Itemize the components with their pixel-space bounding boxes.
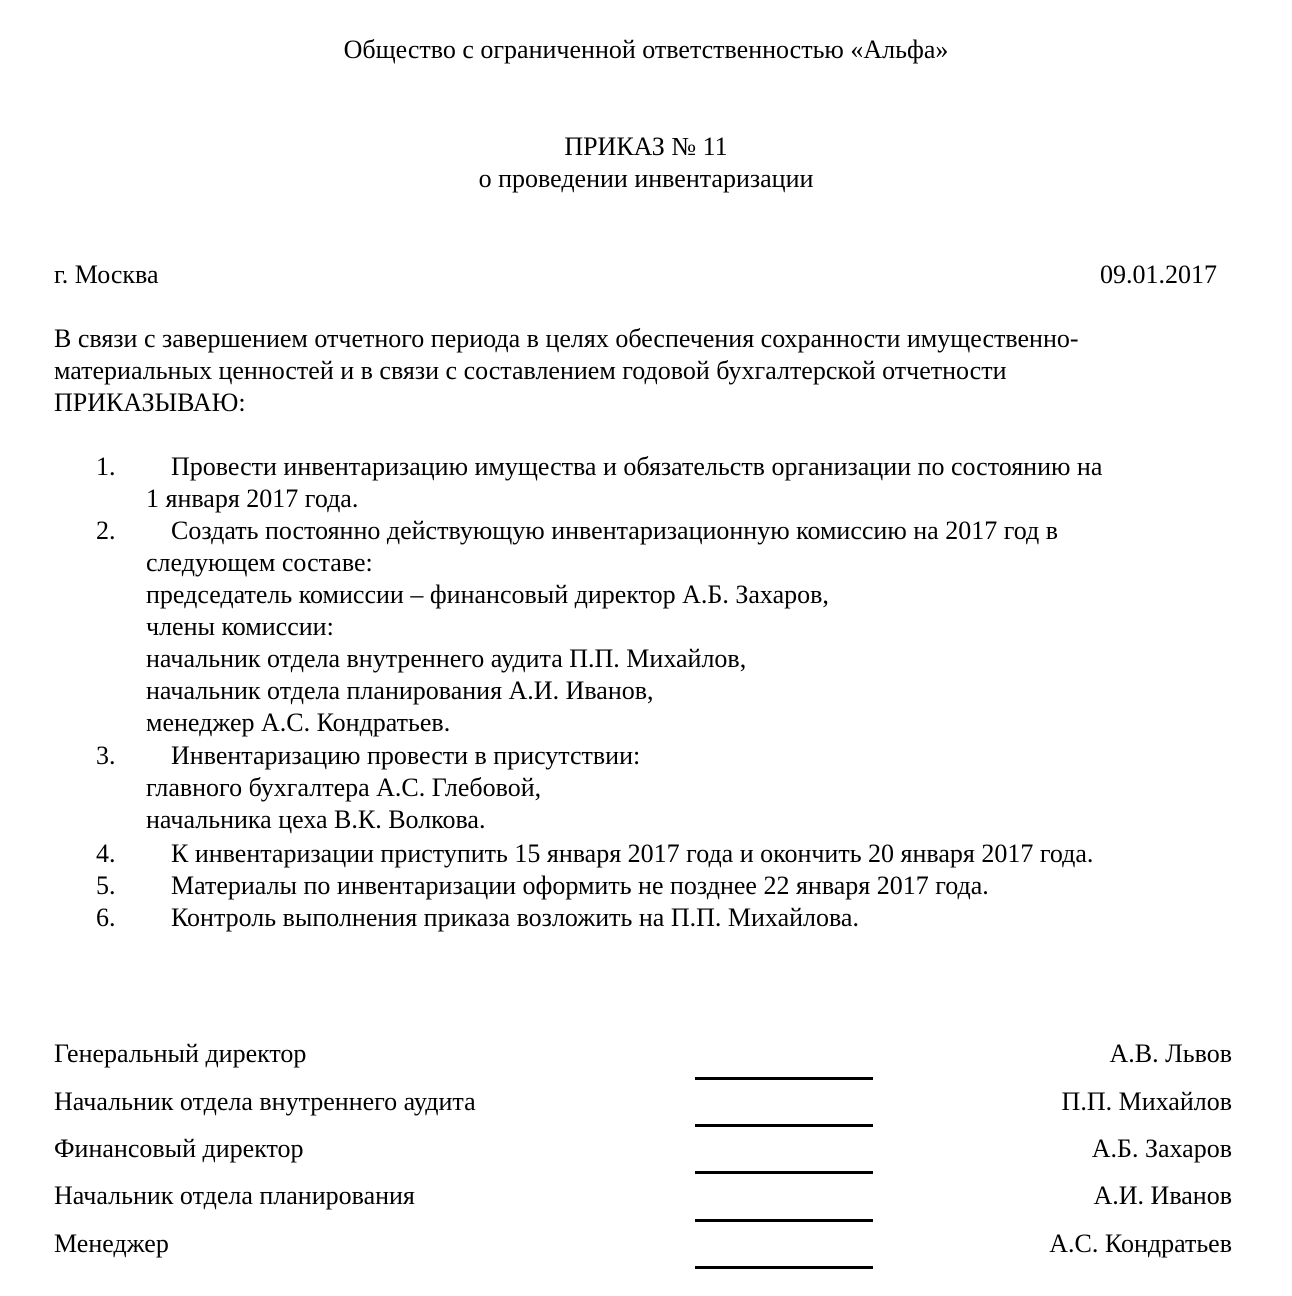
preamble-line-3: ПРИКАЗЫВАЮ: [54,388,246,417]
signature-role: Финансовый директор [54,1134,304,1163]
signature-line [695,1266,873,1269]
item-text: К инвентаризации приступить 15 января 2017 года и окончить 20 января 2017 года. [171,839,1094,868]
item-number: 4. [96,839,116,868]
signature-role: Начальник отдела планирования [54,1181,415,1210]
signature-name: А.С. Кондратьев [1049,1229,1232,1258]
item-text: председатель комиссии – финансовый директор А.Б. Захаров, [146,580,829,609]
item-text: начальник отдела планирования А.И. Иванов, [146,676,654,705]
city: г. Москва [54,260,159,289]
item-text: Инвентаризацию провести в присутствии: [171,741,641,770]
item-text: главного бухгалтера А.С. Глебовой, [146,773,542,802]
item-number: 1. [96,452,116,481]
order-date: 09.01.2017 [1100,260,1217,289]
preamble-line-2: материальных ценностей и в связи с составлением годовой бухгалтерской отчетности [54,356,1007,385]
order-subject: о проведении инвентаризации [478,164,814,193]
order-title: ПРИКАЗ № 11 [564,132,728,161]
item-number: 2. [96,516,116,545]
signature-role: Менеджер [54,1229,169,1258]
signature-role: Начальник отдела внутреннего аудита [54,1087,476,1116]
item-text: начальника цеха В.К. Волкова. [146,805,486,834]
signature-role: Генеральный директор [54,1039,307,1068]
item-text: Материалы по инвентаризации оформить не позднее 22 января 2017 года. [171,871,989,900]
signature-line [695,1219,873,1222]
signature-name: А.В. Львов [1109,1039,1232,1068]
item-text: 1 января 2017 года. [146,484,359,513]
item-text: Контроль выполнения приказа возложить на П.П. Михайлова. [171,903,859,932]
item-text: члены комиссии: [146,612,334,641]
signature-line [695,1171,873,1174]
item-text: начальник отдела внутреннего аудита П.П. Михайлов, [146,644,747,673]
signature-name: А.И. Иванов [1093,1181,1232,1210]
item-text: Создать постоянно действующую инвентаризационную комиссию на 2017 год в [171,516,1058,545]
organization-name: Общество с ограниченной ответственностью «Альфа» [343,35,949,64]
item-number: 6. [96,903,116,932]
item-text: Провести инвентаризацию имущества и обязательств организации по состоянию на [171,452,1103,481]
signature-name: П.П. Михайлов [1061,1087,1232,1116]
signature-line [695,1124,873,1127]
signature-line [695,1077,873,1080]
item-number: 3. [96,741,116,770]
signature-name: А.Б. Захаров [1091,1134,1232,1163]
item-text: менеджер А.С. Кондратьев. [146,708,451,737]
item-number: 5. [96,871,116,900]
item-text: следующем составе: [146,548,373,577]
preamble-line-1: В связи с завершением отчетного периода в целях обеспечения сохранности имущественно- [54,324,1079,353]
